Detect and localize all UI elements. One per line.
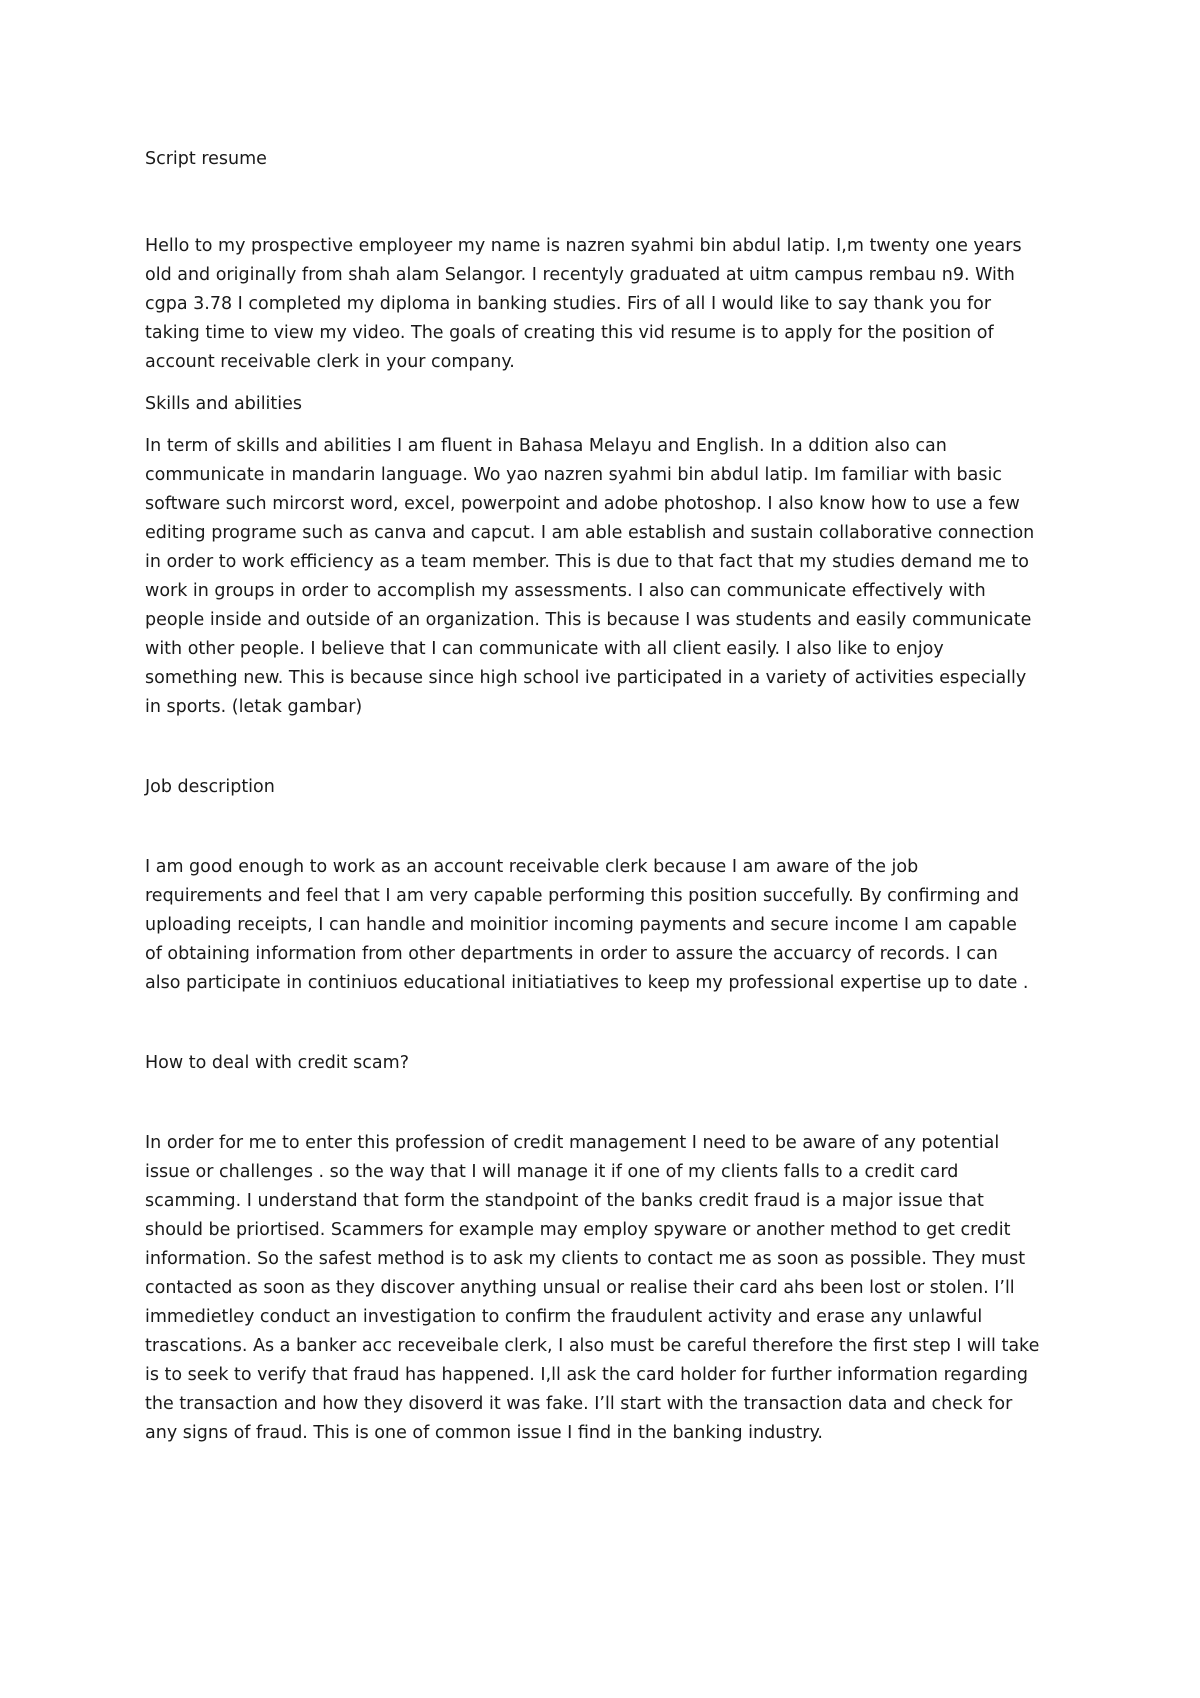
- paragraph-line: software such mircorst word, excel, powerpoint and adobe photoshop. I also know how to use a few: [145, 494, 1020, 514]
- scam-heading: How to deal with credit scam?: [145, 1053, 409, 1073]
- paragraph-line: of obtaining information from other departments in order to assure the accuarcy of records. I can: [145, 944, 998, 964]
- paragraph-line: in sports. (letak gambar): [145, 697, 363, 717]
- skills-paragraph: [145, 432, 1065, 722]
- job-heading: Job description: [145, 777, 275, 797]
- paragraph-line: should be priortised. Scammers for example may employ spyware or another method to get credit: [145, 1220, 1011, 1240]
- paragraph-line: I am good enough to work as an account receivable clerk because I am aware of the job: [145, 857, 919, 877]
- paragraph-line: the transaction and how they disoverd it was fake. I’ll start with the transaction data and check for: [145, 1394, 1013, 1414]
- paragraph-line: is to seek to verify that fraud has happened. I,ll ask the card holder for further information regarding: [145, 1365, 1029, 1385]
- intro-paragraph: [145, 232, 1065, 377]
- paragraph-line: cgpa 3.78 I completed my diploma in banking studies. Firs of all I would like to say thank you for: [145, 294, 992, 314]
- paragraph-line: something new. This is because since high school ive participated in a variety of activities especially: [145, 668, 1027, 688]
- paragraph-line: with other people. I believe that I can communicate with all client easily. I also like to enjoy: [145, 639, 944, 659]
- paragraph-line: work in groups in order to accomplish my assessments. I also can communicate effectively with: [145, 581, 986, 601]
- paragraph-line: also participate in continiuos educational initiatiatives to keep my professional expertise up to date .: [145, 973, 1029, 993]
- paragraph-line: editing programe such as canva and capcut. I am able establish and sustain collaborative connection: [145, 523, 1035, 543]
- paragraph-line: in order to work efficiency as a team member. This is due to that fact that my studies demand me to: [145, 552, 1029, 572]
- paragraph-line: people inside and outside of an organization. This is because I was students and easily communicate: [145, 610, 1032, 630]
- skills-heading: Skills and abilities: [145, 394, 303, 414]
- paragraph-line: immedietley conduct an investigation to confirm the fraudulent activity and erase any unlawful: [145, 1307, 983, 1327]
- paragraph-line: taking time to view my video. The goals of creating this vid resume is to apply for the position of: [145, 323, 994, 343]
- paragraph-line: issue or challenges . so the way that I will manage it if one of my clients falls to a credit card: [145, 1162, 959, 1182]
- paragraph-line: uploading receipts, I can handle and moinitior incoming payments and secure income I am capable: [145, 915, 1017, 935]
- paragraph-line: contacted as soon as they discover anything unsual or realise their card ahs been lost or stolen. I’ll: [145, 1278, 1015, 1298]
- paragraph-line: any signs of fraud. This is one of common issue I find in the banking industry.: [145, 1423, 823, 1443]
- paragraph-line: Hello to my prospective employeer my name is nazren syahmi bin abdul latip. I,m twenty one years: [145, 236, 1022, 256]
- paragraph-line: In term of skills and abilities I am fluent in Bahasa Melayu and English. In a ddition also can: [145, 436, 947, 456]
- document-title: Script resume: [145, 149, 267, 169]
- paragraph-line: trascations. As a banker acc receveibale clerk, I also must be careful therefore the first step I will take: [145, 1336, 1040, 1356]
- paragraph-line: information. So the safest method is to ask my clients to contact me as soon as possible. They must: [145, 1249, 1026, 1269]
- scam-paragraph: [145, 1129, 1065, 1448]
- paragraph-line: account receivable clerk in your company.: [145, 352, 515, 372]
- paragraph-line: requirements and feel that I am very capable performing this position succefully. By confirming and: [145, 886, 1020, 906]
- paragraph-line: communicate in mandarin language. Wo yao nazren syahmi bin abdul latip. Im familiar with basic: [145, 465, 1002, 485]
- job-paragraph: [145, 853, 1065, 998]
- paragraph-line: old and originally from shah alam Selangor. I recentyly graduated at uitm campus rembau n9. With: [145, 265, 1015, 285]
- paragraph-line: In order for me to enter this profession of credit management I need to be aware of any potential: [145, 1133, 1000, 1153]
- paragraph-line: scamming. I understand that form the standpoint of the banks credit fraud is a major issue that: [145, 1191, 984, 1211]
- document-page: [145, 145, 1065, 1448]
